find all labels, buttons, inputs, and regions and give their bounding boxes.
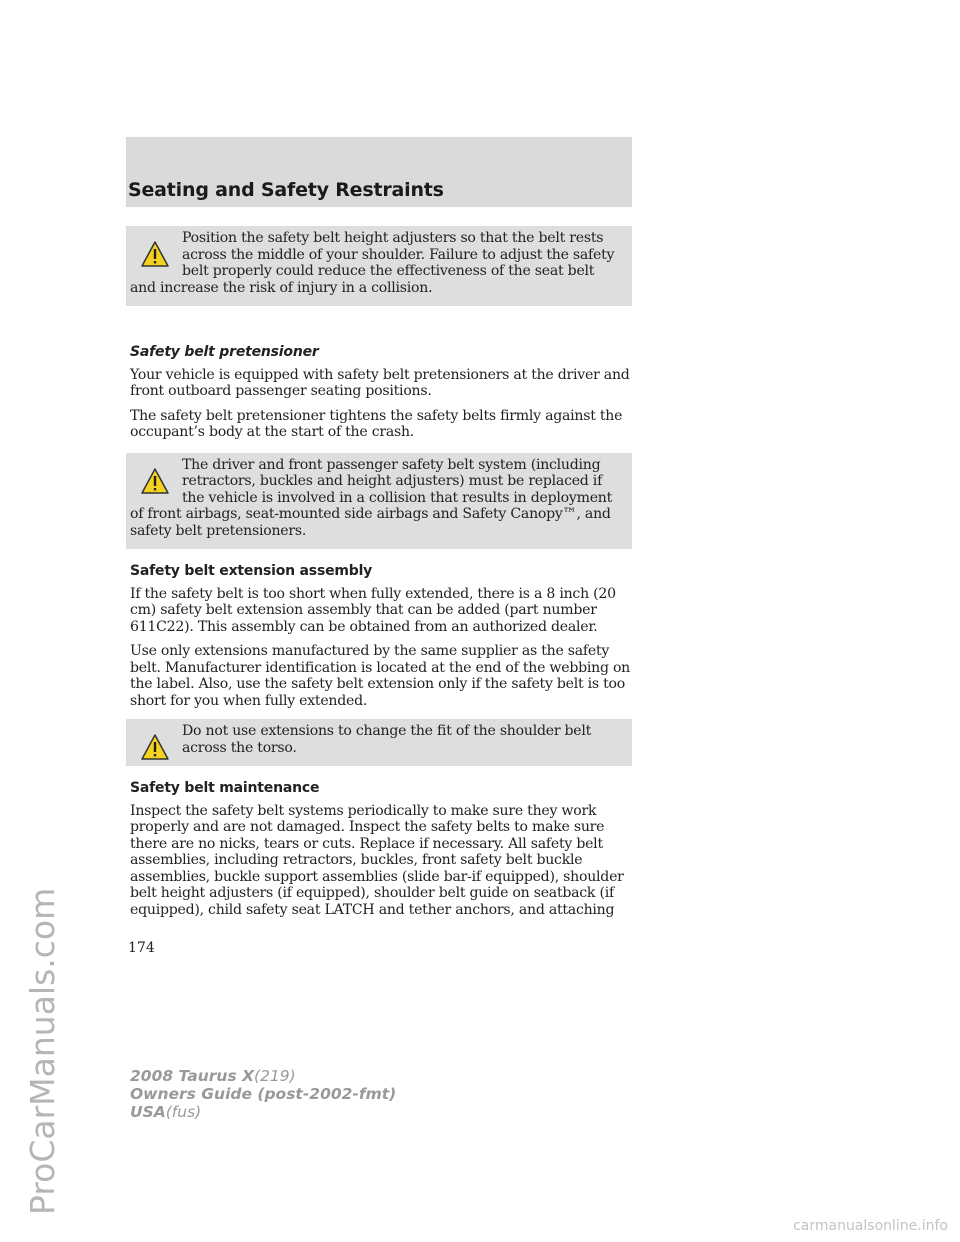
footer-line-guide	[130, 1085, 396, 1103]
maintenance-paragraph-1: Inspect the safety belt systems periodically to make sure they work properly and are not damaged. Inspect the safety belts to make sure there are no nicks, tears or cuts. Replace if necessary. All safety belt assemblies, including retractors, buckles, front safety belt buckle assemblies, buckle support assemblies (slide bar-if equipped), shoulder belt height adjusters (if equipped), shoulder belt guide on seatback (if equipped), child safety seat LATCH and tether anchors, and attaching	[130, 802, 624, 918]
footer-line-market	[130, 1103, 396, 1121]
warning-triangle-icon	[140, 467, 170, 495]
extension-heading: Safety belt extension assembly	[130, 563, 373, 579]
warning-triangle-icon	[140, 240, 170, 268]
warning-triangle-icon	[140, 733, 170, 761]
document-footer	[130, 1067, 396, 1121]
pretensioner-paragraph-1: Your vehicle is equipped with safety belt pretensioners at the driver and front outboard passenger seating positions.	[130, 366, 630, 399]
side-watermark	[8, 0, 68, 1242]
warning-text: Position the safety belt height adjusters so that the belt rests across the middle of your shoulder. Failure to adjust the safety belt properly could reduce the effectiveness of the seat belt and increase the risk of injury in a collision.	[130, 230, 615, 296]
footer-market: USA	[130, 1103, 166, 1121]
bottom-watermark: carmanualsonline.info	[793, 1218, 948, 1234]
maintenance-heading: Safety belt maintenance	[130, 780, 320, 796]
footer-model: 2008 Taurus X	[130, 1067, 255, 1085]
footer-line-model	[130, 1067, 396, 1085]
side-watermark-text: ProCarManuals.com	[23, 887, 62, 1215]
warning-text: Do not use extensions to change the fit of the shoulder belt across the torso.	[182, 723, 592, 756]
extension-paragraph-1: If the safety belt is too short when fully extended, there is a 8 inch (20 cm) safety belt extension assembly that can be added (part number 611C22). This assembly can be obtained from an authorized dealer.	[130, 585, 616, 635]
warning-box	[126, 719, 632, 766]
section-title: Seating and Safety Restraints	[128, 179, 444, 201]
footer-model-code: (219)	[254, 1067, 296, 1085]
footer-guide: Owners Guide (post-2002-fmt)	[130, 1085, 397, 1103]
extension-paragraph-2: Use only extensions manufactured by the same supplier as the safety belt. Manufacturer identification is located at the end of the webbing on the label. Also, use the safety belt extension only if the safety belt is too short for you when fully extended.	[130, 643, 631, 709]
page-content	[130, 226, 630, 926]
page-number: 174	[128, 940, 155, 956]
footer-market-code: (fus)	[165, 1103, 202, 1121]
section-header	[126, 137, 632, 207]
warning-box	[126, 453, 632, 550]
pretensioner-heading: Safety belt pretensioner	[130, 344, 319, 360]
pretensioner-paragraph-2: The safety belt pretensioner tightens the safety belts firmly against the occupant’s body at the start of the crash.	[130, 407, 623, 440]
warning-box	[126, 226, 632, 306]
warning-text: The driver and front passenger safety belt system (including retractors, buckles and height adjusters) must be replaced if the vehicle is involved in a collision that results in deployment of front airbags, seat-mounted side airbags and Safety Canopy™, and safety belt pretensioners.	[130, 456, 613, 539]
